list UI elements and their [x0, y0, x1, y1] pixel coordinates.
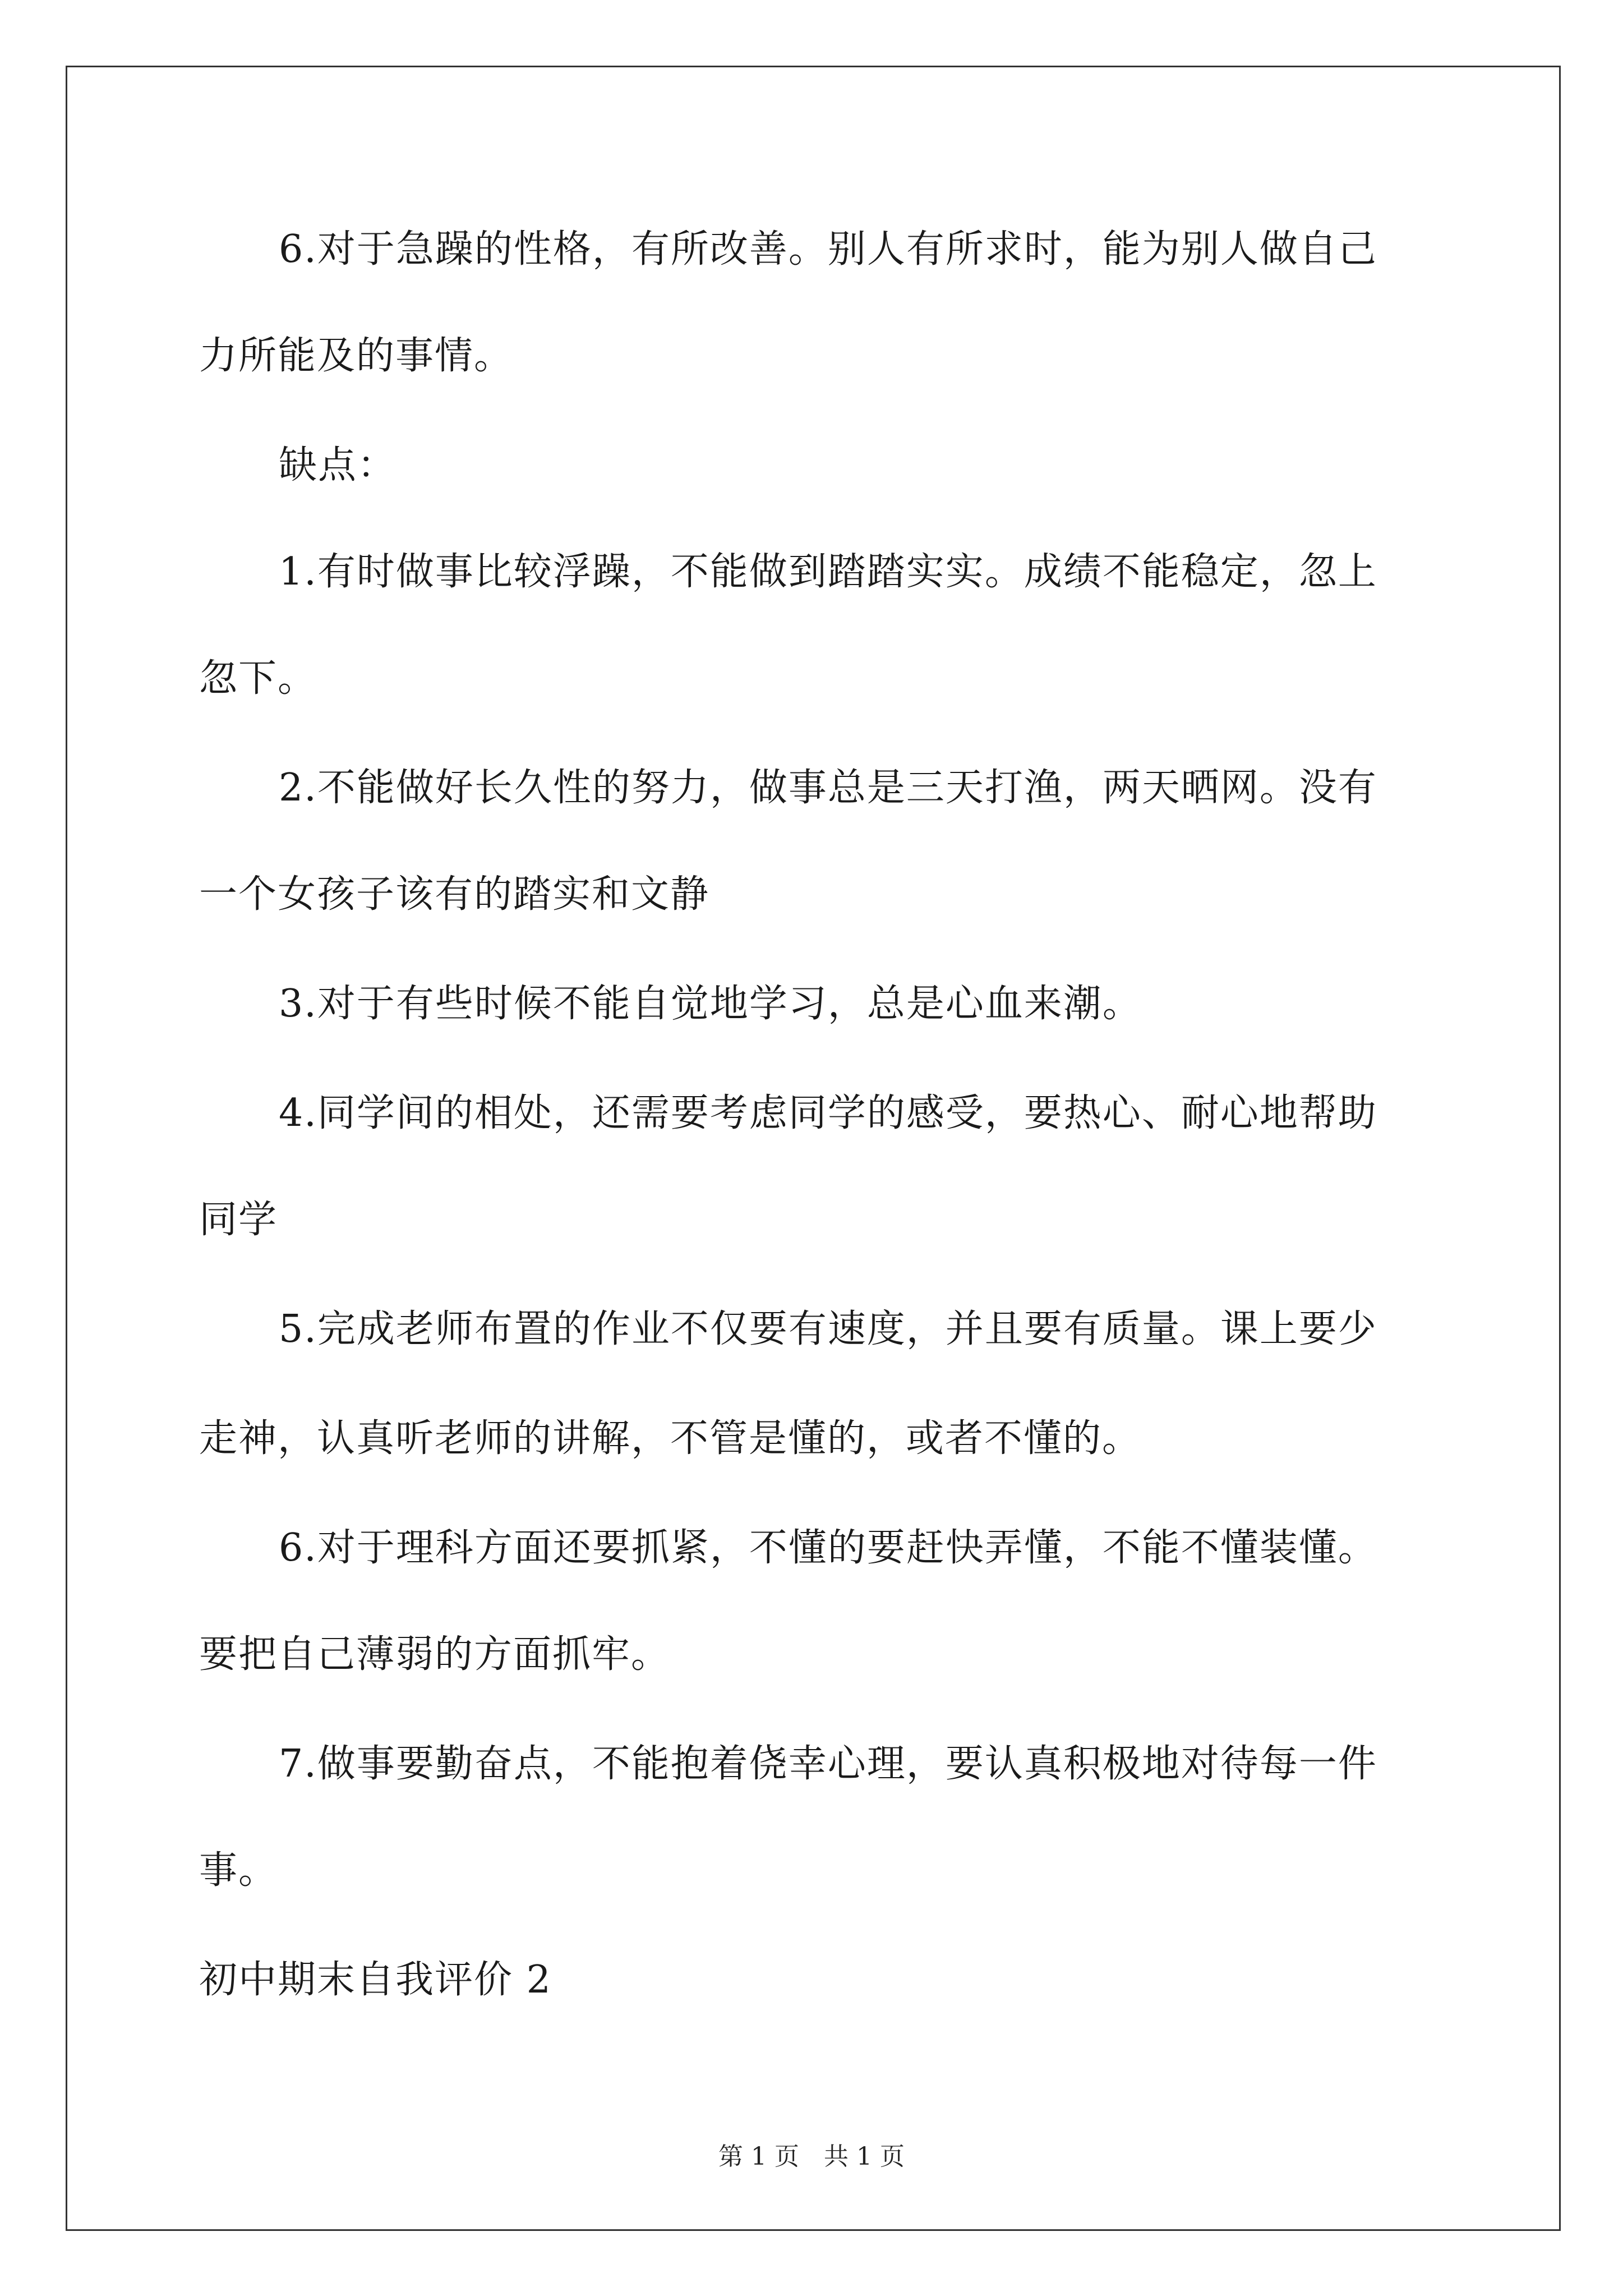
paragraph-6-line-1: 6.对于急躁的性格，有所改善。别人有所求时，能为别人做自己 [279, 227, 1377, 272]
shortcoming-1-line-1: 1.有时做事比较浮躁，不能做到踏踏实实。成绩不能稳定，忽上 [279, 550, 1377, 594]
shortcoming-5-line-1: 5.完成老师布置的作业不仅要有速度，并且要有质量。课上要少 [279, 1307, 1377, 1351]
shortcoming-6-line-1: 6.对于理科方面还要抓紧，不懂的要赶快弄懂，不能不懂装懂。 [279, 1526, 1377, 1570]
shortcoming-2-line-1: 2.不能做好长久性的努力，做事总是三天打渔，两天晒网。没有 [279, 766, 1377, 810]
shortcomings-heading: 缺点： [279, 443, 397, 487]
page-footer: 第 1 页 共 1 页 [718, 2142, 905, 2171]
shortcoming-2-line-2: 一个女孩子该有的踏实和文静 [199, 872, 710, 917]
shortcoming-6-line-2: 要把自己薄弱的方面抓牢。 [199, 1632, 671, 1677]
shortcoming-5-line-2: 走神，认真听老师的讲解，不管是懂的，或者不懂的。 [199, 1416, 1142, 1461]
shortcoming-1-line-2: 忽下。 [199, 656, 317, 701]
shortcoming-7-line-2: 事。 [199, 1848, 278, 1893]
shortcoming-4-line-2: 同学 [199, 1198, 278, 1242]
paragraph-6-line-2: 力所能及的事情。 [199, 334, 514, 378]
shortcoming-4-line-1: 4.同学间的相处，还需要考虑同学的感受，要热心、耐心地帮助 [279, 1091, 1377, 1135]
shortcoming-3-line-1: 3.对于有些时候不能自觉地学习，总是心血来潮。 [279, 982, 1142, 1026]
page-frame [66, 66, 1561, 2231]
section-heading: 初中期末自我评价 2 [199, 1958, 552, 2002]
shortcoming-7-line-1: 7.做事要勤奋点，不能抱着侥幸心理，要认真积极地对待每一件 [279, 1742, 1377, 1786]
